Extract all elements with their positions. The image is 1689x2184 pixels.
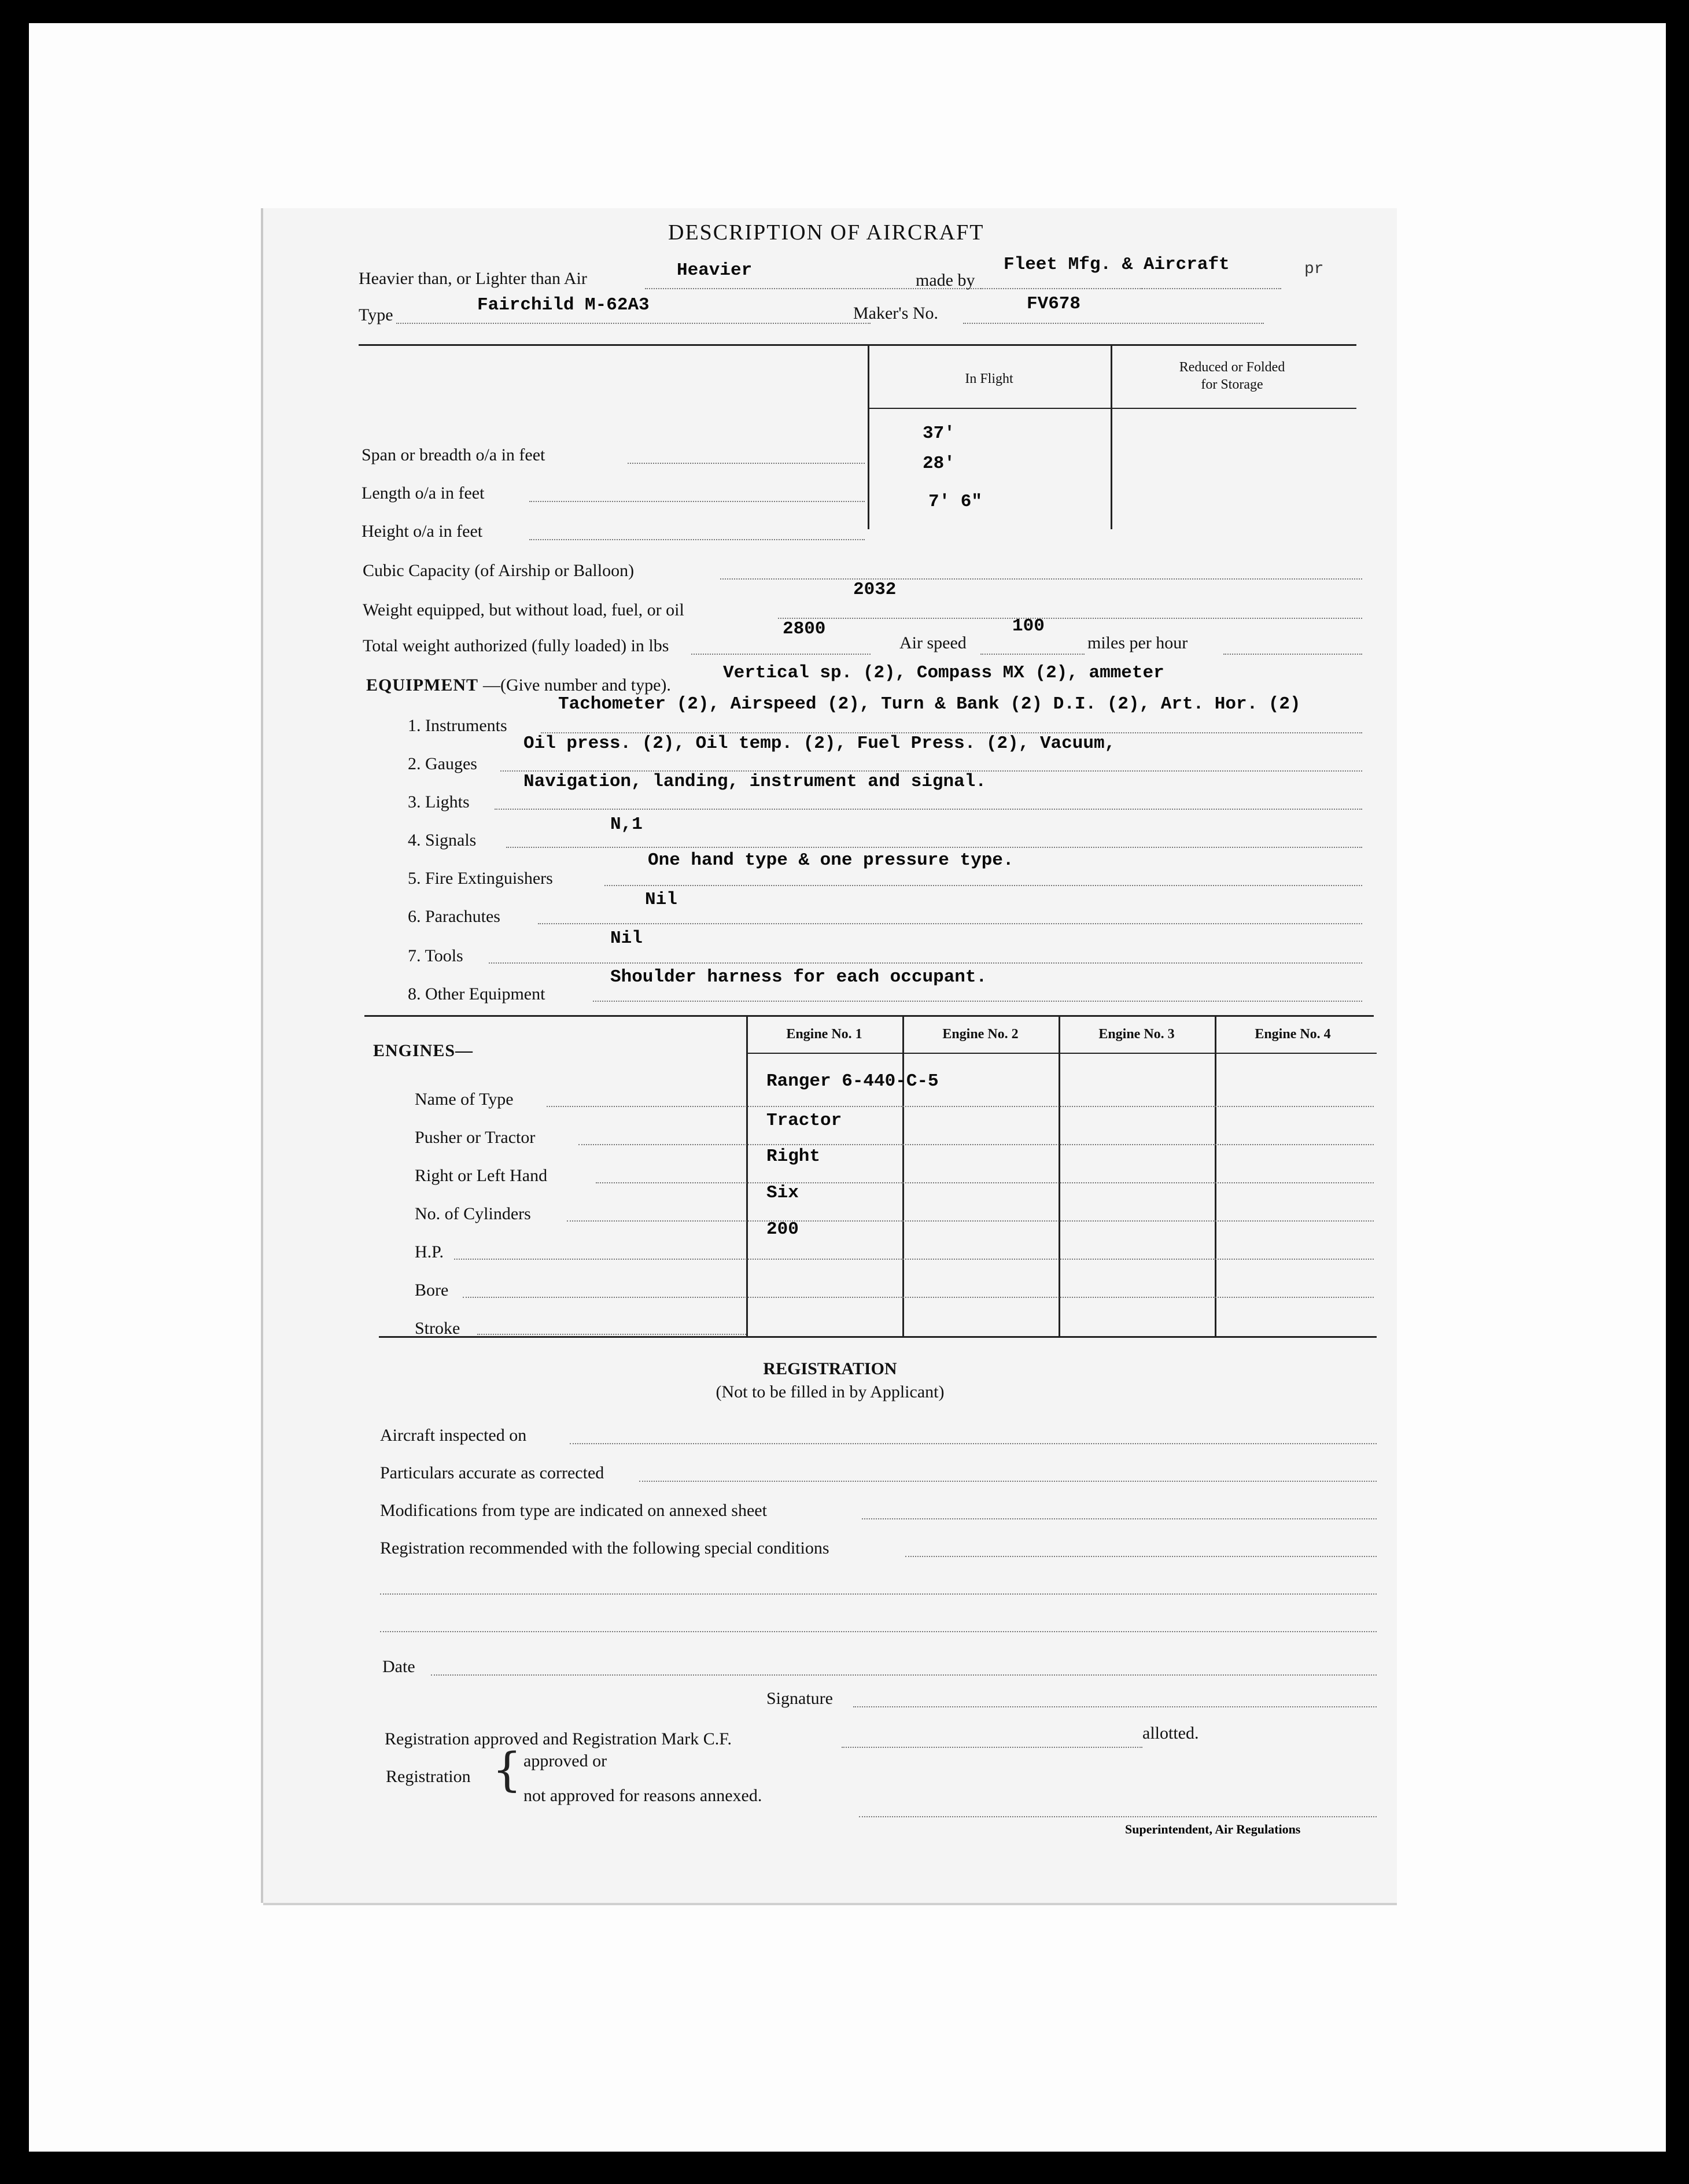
weight-equipped-label: Weight equipped, but without load, fuel, or oil — [363, 600, 684, 619]
name-of-type-line — [547, 1106, 1374, 1107]
makers-no-label: Maker's No. — [853, 304, 939, 323]
name-of-type-engine1: Ranger 6-440-C-5 — [766, 1071, 939, 1091]
dimensions-top-rule — [359, 344, 1356, 346]
pusher-tractor-line — [578, 1144, 1374, 1145]
col-reduced-line1: Reduced or Folded — [1179, 360, 1285, 375]
signature-label: Signature — [766, 1689, 833, 1708]
equipment-heading: EQUIPMENT — [366, 676, 479, 695]
document-page — [263, 208, 1397, 1903]
equipment-top-value: Vertical sp. (2), Compass MX (2), ammeter — [723, 663, 1164, 683]
col-in-flight: In Flight — [965, 371, 1013, 386]
makers-no-value: FV678 — [1027, 294, 1081, 314]
particulars-accurate-label: Particulars accurate as corrected — [380, 1463, 604, 1482]
engines-header-rule — [746, 1053, 1377, 1054]
miles-per-hour-line — [1223, 654, 1362, 655]
approved-or-label: approved or — [523, 1751, 607, 1770]
registration-subheading: (Not to be filled in by Applicant) — [716, 1382, 945, 1401]
heavier-lighter-value: Heavier — [677, 260, 753, 281]
superintendent-line — [859, 1816, 1377, 1817]
right-left-hand-engine1: Right — [766, 1146, 821, 1167]
air-speed-value: 100 — [1012, 616, 1045, 636]
instruments-value: Tachometer (2), Airspeed (2), Turn & Bank (2) D.I. (2), Art. Hor. (2) — [558, 694, 1301, 714]
fire-extinguishers-line — [604, 885, 1362, 886]
modifications-line — [862, 1518, 1377, 1519]
engines-top-rule — [364, 1015, 1374, 1017]
tools-value: Nil — [610, 928, 643, 949]
superintendent-label: Superintendent, Air Regulations — [1125, 1822, 1301, 1836]
engines-bottom-rule — [379, 1336, 1377, 1338]
height-label: Height o/a in feet — [362, 522, 483, 541]
bore-label: Bore — [415, 1281, 449, 1300]
equipment-heading-note: —(Give number and type). — [483, 676, 671, 695]
name-of-type-label: Name of Type — [415, 1090, 514, 1109]
hp-line — [454, 1259, 1374, 1260]
registration-label: Registration — [386, 1767, 471, 1786]
engines-divider-2 — [902, 1015, 904, 1336]
cubic-capacity-label: Cubic Capacity (of Airship or Balloon) — [363, 561, 635, 580]
aircraft-inspected-line — [570, 1443, 1377, 1444]
instruments-label: 1. Instruments — [408, 716, 507, 735]
made-by-label: made by — [916, 271, 975, 290]
pusher-tractor-engine1: Tractor — [766, 1111, 842, 1131]
lights-line — [495, 809, 1362, 810]
not-approved-label: not approved for reasons annexed. — [523, 1786, 762, 1805]
engine-no-2-header: Engine No. 2 — [942, 1027, 1019, 1042]
cylinders-label: No. of Cylinders — [415, 1204, 531, 1223]
lights-label: 3. Lights — [408, 792, 470, 811]
span-label: Span or breadth o/a in feet — [362, 445, 545, 464]
engines-divider-4 — [1215, 1015, 1216, 1336]
pusher-tractor-label: Pusher or Tractor — [415, 1128, 536, 1147]
tools-line — [489, 962, 1362, 964]
document-title: DESCRIPTION OF AIRCRAFT — [668, 220, 984, 245]
signature-line — [853, 1706, 1377, 1707]
span-line — [628, 463, 865, 464]
col-reduced-line2: for Storage — [1201, 377, 1263, 392]
total-weight-value: 2800 — [783, 619, 826, 639]
other-equipment-line — [593, 1001, 1362, 1002]
weight-equipped-line — [778, 618, 1362, 619]
type-line — [396, 323, 871, 324]
air-speed-label: Air speed — [899, 633, 967, 652]
bore-line — [463, 1297, 1374, 1298]
made-by-suffix: pr — [1304, 260, 1324, 278]
recommended-label: Registration recommended with the following special conditions — [380, 1539, 829, 1558]
other-equipment-value: Shoulder harness for each occupant. — [610, 967, 987, 987]
registration-heading: REGISTRATION — [763, 1359, 897, 1378]
registration-brace: { — [492, 1743, 522, 1796]
engine-no-4-header: Engine No. 4 — [1255, 1027, 1331, 1042]
fire-extinguishers-value: One hand type & one pressure type. — [648, 850, 1014, 870]
stroke-line — [477, 1334, 746, 1335]
engines-divider-1 — [746, 1015, 748, 1336]
total-weight-line — [691, 654, 871, 655]
signals-value: N,1 — [610, 814, 643, 835]
approved-mark-label: Registration approved and Registration Mark C.F. — [385, 1729, 732, 1748]
hp-label: H.P. — [415, 1242, 444, 1261]
recommended-line — [905, 1556, 1377, 1557]
registration-mark-line — [842, 1747, 1142, 1748]
scan-frame — [29, 23, 1666, 2152]
parachutes-label: 6. Parachutes — [408, 907, 500, 926]
engine-no-3-header: Engine No. 3 — [1098, 1027, 1175, 1042]
tools-label: 7. Tools — [408, 946, 463, 965]
fire-extinguishers-label: 5. Fire Extinguishers — [408, 869, 553, 888]
cylinders-line — [567, 1220, 1374, 1222]
cylinders-engine1: Six — [766, 1183, 799, 1203]
right-left-hand-label: Right or Left Hand — [415, 1166, 548, 1185]
type-value: Fairchild M-62A3 — [477, 295, 650, 315]
span-in-flight: 37' — [923, 423, 955, 444]
type-label: Type — [359, 305, 393, 324]
conditions-line-2 — [380, 1631, 1377, 1632]
weight-equipped-value: 2032 — [853, 580, 897, 600]
made-by-line — [980, 288, 1281, 289]
made-by-value: Fleet Mfg. & Aircraft — [1004, 254, 1230, 275]
lights-value: Navigation, landing, instrument and signal. — [523, 772, 986, 792]
makers-no-line — [963, 323, 1264, 324]
height-in-flight: 7' 6" — [928, 492, 983, 512]
length-label: Length o/a in feet — [362, 484, 485, 503]
hp-engine1: 200 — [766, 1219, 799, 1239]
cubic-capacity-line — [720, 578, 1362, 580]
date-line — [431, 1674, 1377, 1676]
allotted-label: allotted. — [1142, 1724, 1199, 1743]
modifications-label: Modifications from type are indicated on annexed sheet — [380, 1501, 767, 1520]
signals-line — [506, 847, 1362, 848]
other-equipment-label: 8. Other Equipment — [408, 984, 545, 1004]
total-weight-label: Total weight authorized (fully loaded) in lbs — [363, 636, 669, 655]
conditions-line-1 — [380, 1593, 1377, 1595]
heavier-lighter-label: Heavier than, or Lighter than Air — [359, 269, 587, 288]
aircraft-inspected-label: Aircraft inspected on — [380, 1426, 527, 1445]
length-in-flight: 28' — [923, 453, 955, 474]
right-left-hand-line — [596, 1182, 1374, 1183]
signals-label: 4. Signals — [408, 831, 477, 850]
dimensions-header-rule — [868, 408, 1356, 409]
length-line — [529, 501, 865, 502]
miles-per-hour-label: miles per hour — [1087, 633, 1188, 652]
height-line — [529, 539, 865, 540]
air-speed-line — [980, 654, 1085, 655]
engines-divider-3 — [1059, 1015, 1060, 1336]
parachutes-value: Nil — [645, 890, 677, 910]
engines-heading: ENGINES— — [373, 1041, 474, 1060]
gauges-label: 2. Gauges — [408, 754, 477, 773]
gauges-value: Oil press. (2), Oil temp. (2), Fuel Press. (2), Vacuum, — [523, 733, 1116, 754]
parachutes-line — [538, 923, 1362, 924]
date-label: Date — [382, 1657, 415, 1676]
stroke-label: Stroke — [415, 1319, 460, 1338]
particulars-accurate-line — [639, 1481, 1377, 1482]
engine-no-1-header: Engine No. 1 — [786, 1027, 862, 1042]
